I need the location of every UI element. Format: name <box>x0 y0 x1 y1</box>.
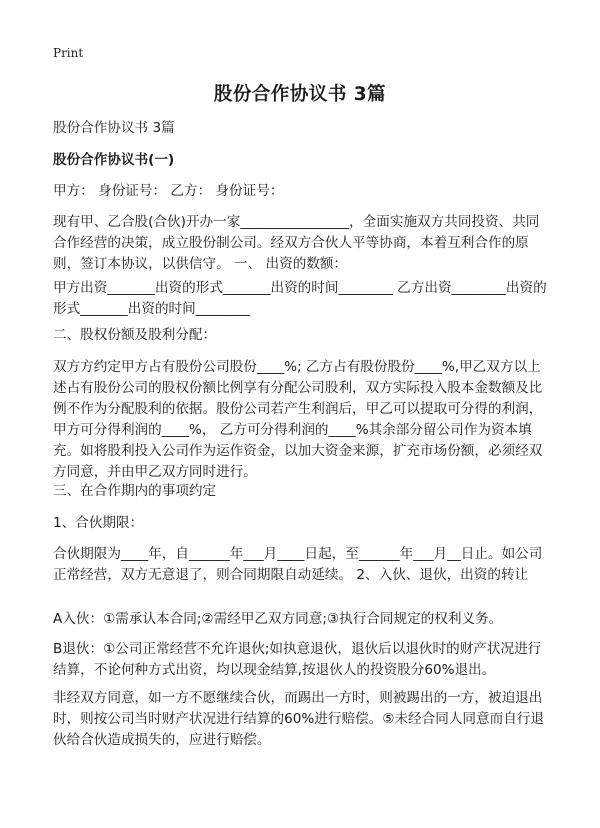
expel-paragraph: 非经双方同意，如一方不愿继续合伙，而踢出一方时，则被踢出的一方，被迫退出时，则按公司当时财产状况进行结算的60%进行赔偿。⑤未经合同人同意而自行退伙给合伙造成损失的，应进行赔偿。 <box>53 690 544 748</box>
intro-paragraph: 现有甲、乙合股(合伙)开办一家________________，全面实施双方共同投资、共同合作经营的决策，成立股份制公司。经双方合伙人平等协商，本着互利合作的原则，签订本协议，以供信守。 一、 出资的数额： <box>53 214 540 272</box>
section-heading: 股份合作协议书(一) <box>53 152 175 168</box>
print-link[interactable]: Print <box>53 46 84 60</box>
capital-paragraph: 甲方出资_______出资的形式_______出资的时间________ 乙方出资________出资的形式_______出资的时间________ <box>53 280 547 317</box>
section3-item1: 1、合伙期限： <box>53 515 144 531</box>
term-paragraph: 合伙期限为____年，自______年___月____日起，至______年___月__日止。如公司正常经营，双方无意退了，则合同期限自动延续。 2、入伙、退伙，出资的转让 <box>53 546 543 583</box>
withdraw-paragraph: B退伙：①公司正常经营不允许退伙;如执意退伙，退伙后以退伙时的财产状况进行结算，不论何种方式出资，均以现金结算,按退伙人的投资股分60%退出。 <box>53 641 542 678</box>
join-paragraph: A入伙：①需承认本合同;②需经甲乙双方同意;③执行合同规定的权利义务。 <box>53 611 503 627</box>
profit-paragraph: 双方方约定甲方占有股份公司股份____%; 乙方占有股份股份____%,甲乙双方以上述占有股份公司的股权份额比例享有分配公司股利，双方实际投入股本金数额及比例不作为分配股利的依据。股份公司若产生利润后，甲乙可以提取可分得的利润，甲方可分得利润的____%， 乙方可分得利润的____%其余部分留公司作为资本填充。如将股利投入公司作为运作资金，以加大资金来源，扩充市场份额，必须经双方同意，并由甲乙双方同时进行。 <box>53 359 543 480</box>
parties-line: 甲方： 身份证号： 乙方： 身份证号： <box>53 183 284 199</box>
document-title: 股份合作协议书 3篇 <box>213 84 387 105</box>
section2-heading: 二、股权份额及股利分配： <box>53 327 217 343</box>
section3-heading: 三、在合作期内的事项约定 <box>53 483 217 499</box>
document-subtitle: 股份合作协议书 3篇 <box>53 120 175 136</box>
